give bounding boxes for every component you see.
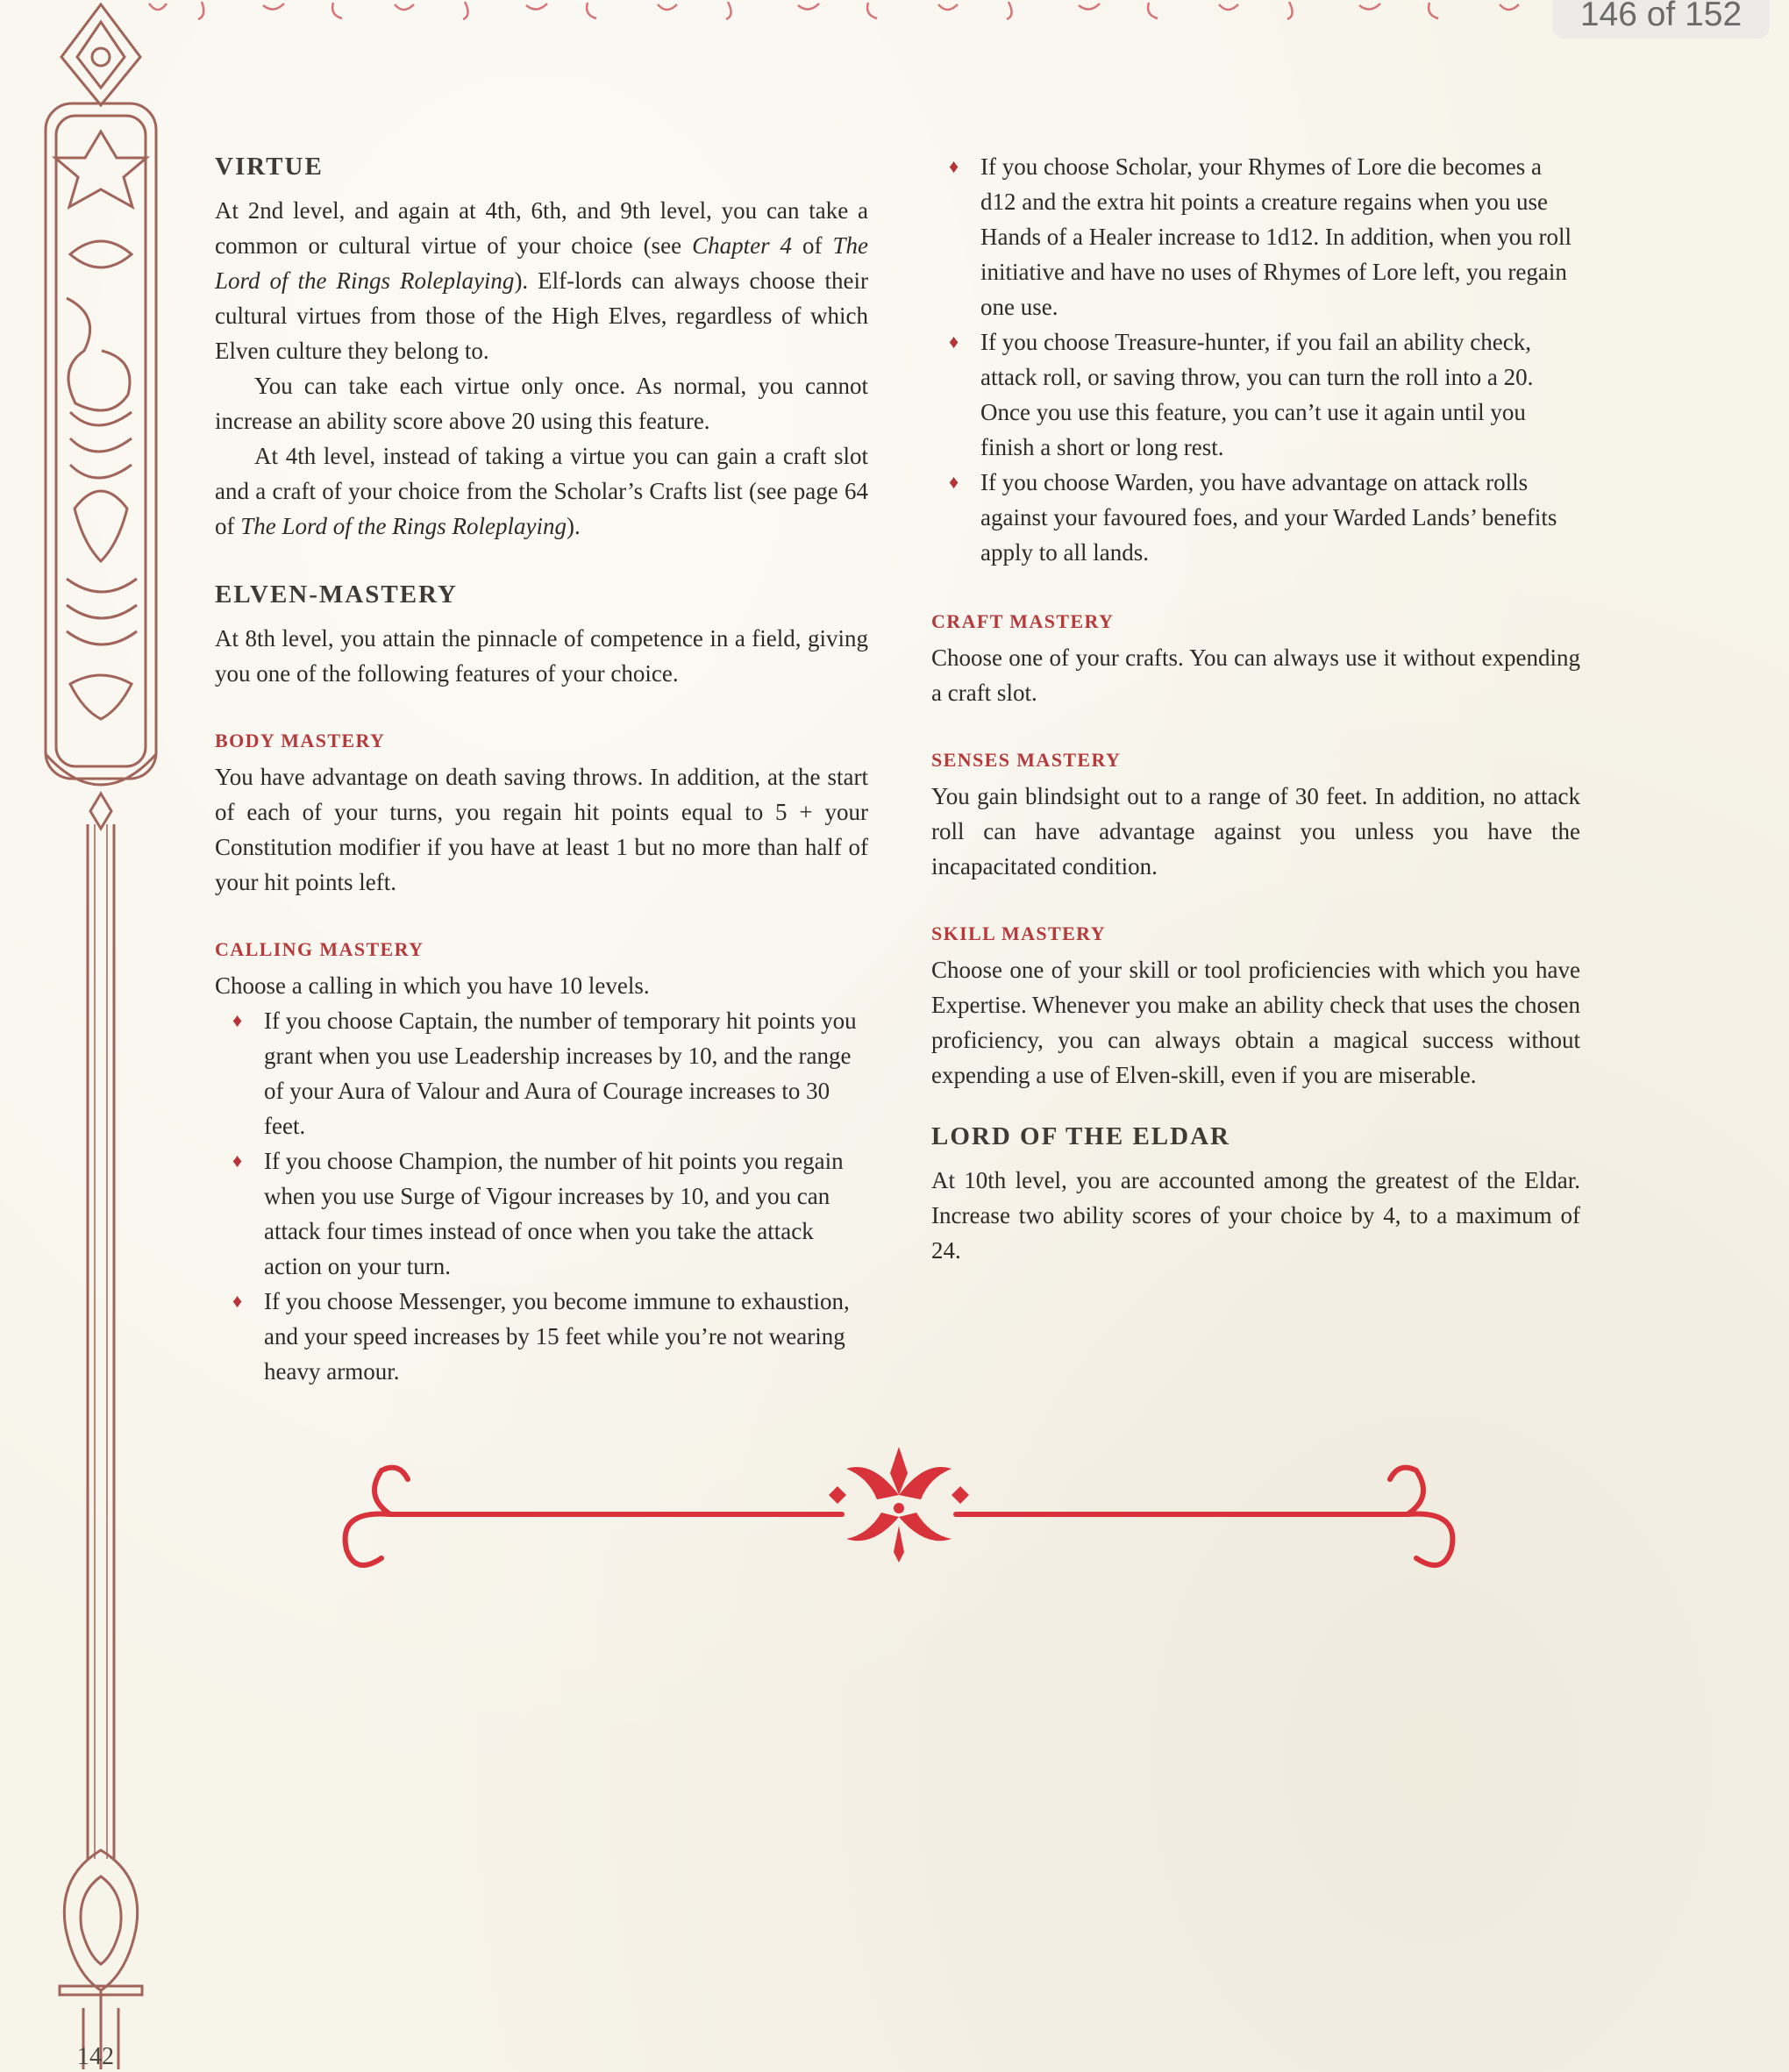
heading-elven-mastery: ELVEN-MASTERY — [215, 580, 458, 609]
list-item: ♦ If you choose Captain, the number of temporary hit points you grant when you use Leadership increases by 10, and the range of your Aura of Valour and Aura of Courage increases to 30 feet. — [215, 1003, 868, 1143]
diamond-bullet-icon: ♦ — [949, 155, 959, 177]
craft-mastery-text: Choose one of your crafts. You can always use it without expending a craft slot. — [931, 644, 1580, 706]
left-border-ornament — [35, 0, 167, 2072]
diamond-bullet-icon: ♦ — [949, 331, 959, 352]
heading-senses-mastery: SENSES MASTERY — [931, 749, 1122, 771]
left-column — [215, 149, 868, 1389]
virtue-paragraph-2: You can take each virtue only once. As normal, you cannot increase an ability score above 20 using this feature. — [215, 373, 868, 434]
calling-mastery-list-continued — [931, 149, 1580, 570]
list-item: ♦ If you choose Scholar, your Rhymes of Lore die becomes a d12 and the extra hit points a creature regains when you use Hands of a Healer increase to 1d12. In addition, when you roll initiative and have no uses of Rhymes of Lore left, you regain one use. — [931, 149, 1580, 324]
heading-calling-mastery: CALLING MASTERY — [215, 938, 424, 960]
calling-mastery-list — [215, 1003, 868, 1389]
top-flourish-ornament — [132, 0, 1789, 26]
elven-mastery-text: At 8th level, you attain the pinnacle of competence in a field, giving you one of the following features of your choice. — [215, 625, 868, 687]
senses-mastery-text: You gain blindsight out to a range of 30 feet. In addition, no attack roll can have advantage against you unless you have the incapacitated condition. — [931, 783, 1580, 879]
diamond-bullet-icon: ♦ — [232, 1290, 243, 1312]
heading-body-mastery: BODY MASTERY — [215, 730, 386, 751]
page-number: 142 — [77, 2043, 114, 2070]
right-column — [931, 149, 1580, 1268]
body-mastery-text: You have advantage on death saving throws. In addition, at the start of each of your turns, you regain hit points equal to 5 + your Constitution modifier if you have at least 1 but no more than half of your hit points left. — [215, 764, 868, 895]
diamond-bullet-icon: ♦ — [232, 1009, 243, 1031]
heading-virtue: VIRTUE — [215, 153, 324, 181]
skill-mastery-text: Choose one of your skill or tool proficiencies with which you have Expertise. Whenever you make an ability check that uses the chosen proficiency, you can always obtain a magical success without expending a use of Elven-skill, even if you are miserable. — [931, 957, 1580, 1088]
list-item: ♦ If you choose Champion, the number of hit points you regain when you use Surge of Vigour increases by 10, and you can attack four times instead of once when you take the attack action on your turn. — [215, 1143, 868, 1284]
virtue-paragraph-3: At 4th level, instead of taking a virtue you can gain a craft slot and a craft of your choice from the Scholar’s Crafts list (see page 64 of The Lord of the Rings Roleplaying). — [215, 443, 868, 539]
list-item: ♦ If you choose Warden, you have advantage on attack rolls against your favoured foes, and your Warded Lands’ benefits apply to all lands. — [931, 465, 1580, 570]
virtue-paragraph-1: At 2nd level, and again at 4th, 6th, and 9th level, you can take a common or cultural virtue of your choice (see Chapter 4 of The Lord of the Rings Roleplaying). Elf-lords can always choose their cultural virtues from those of the High Elves, regardless of which Elven culture they belong to. — [215, 197, 868, 364]
heading-craft-mastery: CRAFT MASTERY — [931, 610, 1115, 632]
heading-lord-of-the-eldar: LORD OF THE ELDAR — [931, 1122, 1230, 1150]
lord-of-the-eldar-text: At 10th level, you are accounted among the greatest of the Eldar. Increase two ability scores of your choice by 4, to a maximum of 24. — [931, 1167, 1580, 1264]
list-item: ♦ If you choose Treasure-hunter, if you fail an ability check, attack roll, or saving throw, you can turn the roll into a 20. Once you use this feature, you can’t use it again until you finish a short or long rest. — [931, 324, 1580, 465]
heading-skill-mastery: SKILL MASTERY — [931, 922, 1106, 944]
diamond-bullet-icon: ♦ — [232, 1150, 243, 1171]
diamond-bullet-icon: ♦ — [949, 471, 959, 493]
list-item: ♦ If you choose Messenger, you become immune to exhaustion, and your speed increases by 15 feet while you’re not wearing heavy armour. — [215, 1284, 868, 1389]
calling-mastery-intro: Choose a calling in which you have 10 levels. — [215, 972, 650, 999]
page-indicator: 146 of 152 — [1552, 0, 1770, 39]
section-divider-ornament — [298, 1442, 1500, 1574]
